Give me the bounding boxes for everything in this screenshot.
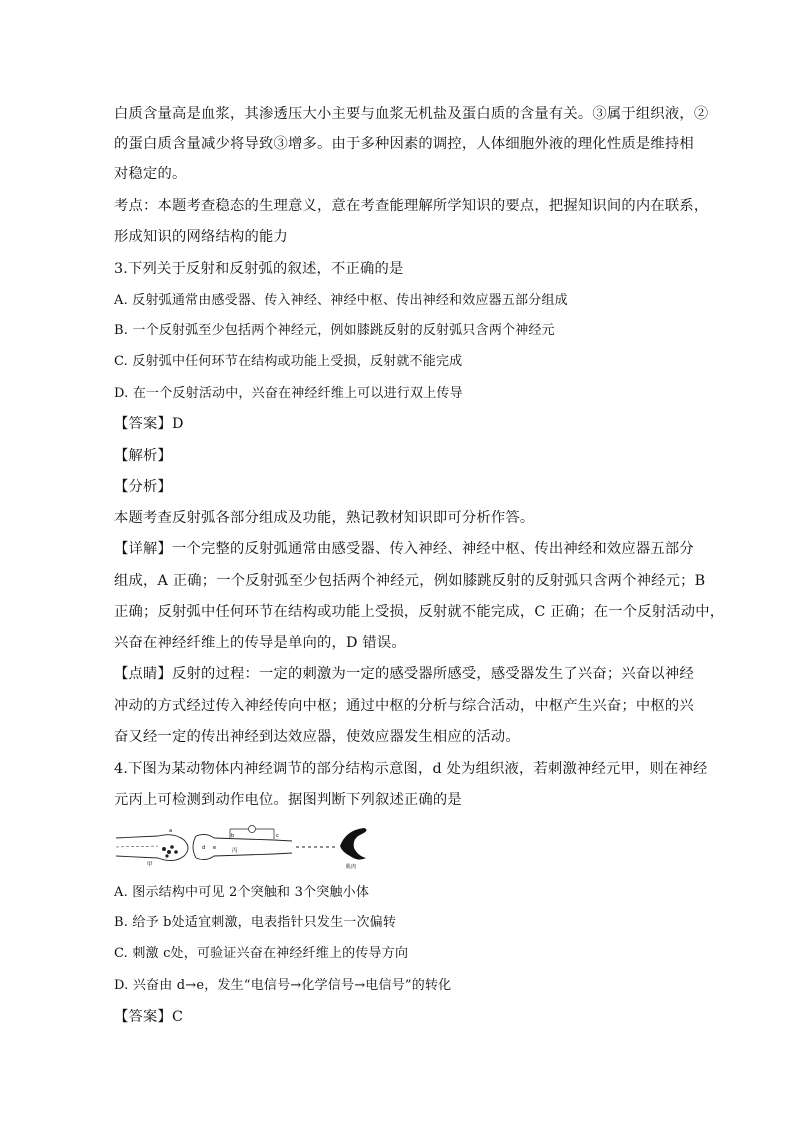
label-a: a xyxy=(169,828,173,834)
postsynaptic-membrane xyxy=(193,836,196,858)
label-b: b xyxy=(231,833,235,839)
neuron-diagram xyxy=(114,824,374,870)
q3-option-a: A. 反射弧通常由感受器、传入神经、神经中枢、传出神经和效应器五部分组成 xyxy=(114,293,568,308)
q3-xiangjie-line: 兴奋在神经纤维上的传导是单向的，D 错误。 xyxy=(114,635,406,651)
label-jia: 甲 xyxy=(147,862,153,868)
label-e: e xyxy=(213,845,217,851)
q3-jiexi-heading: 【解析】 xyxy=(114,448,172,464)
text-line: 的蛋白质含量减少将导致③增多。由于多种因素的调控，人体细胞外液的理化性质是维持相 xyxy=(114,136,694,152)
text-line: 对稳定的。 xyxy=(114,166,187,182)
q3-dianjing-line: 奋又经一定的传出神经到达效应器，使效应器发生相应的活动。 xyxy=(114,729,520,745)
neuron-jia-axon xyxy=(116,835,188,861)
label-muscle: 肌肉 xyxy=(346,864,357,870)
text-line: 考点：本题考查稳态的生理意义，意在考查能理解所学知识的要点，把握知识间的内在联系， xyxy=(114,198,709,214)
muscle-icon xyxy=(340,828,367,860)
label-bing: 丙 xyxy=(232,848,238,854)
question-3-stem: 3.下列关于反射和反射弧的叙述，不正确的是 xyxy=(114,261,404,277)
q3-option-b: B. 一个反射弧至少包括两个神经元，例如膝跳反射的反射弧只含两个神经元 xyxy=(114,323,555,338)
galvanometer-icon xyxy=(249,826,256,833)
text-line: 形成知识的网络结构的能力 xyxy=(114,229,288,245)
q3-answer: 【答案】D xyxy=(114,416,184,432)
q4-answer: 【答案】C xyxy=(114,1009,184,1025)
q4-option-c: C. 刺激 c处，可验证兴奋在神经纤维上的传导方向 xyxy=(114,946,409,961)
q3-xiangjie-line: 正确；反射弧中任何环节在结构或功能上受损，反射就不能完成，C 正确；在一个反射活动中， xyxy=(114,604,725,620)
q3-option-c: C. 反射弧中任何环节在结构或功能上受损，反射就不能完成 xyxy=(114,354,463,369)
label-d: d xyxy=(202,845,206,851)
q4-option-b: B. 给予 b处适宜刺激，电表指针只发生一次偏转 xyxy=(114,915,397,930)
q3-fenxi-heading: 【分析】 xyxy=(114,479,172,495)
q3-xiangjie-line: 组成，A 正确；一个反射弧至少包括两个神经元，例如膝跳反射的反射弧只含两个神经元；B xyxy=(114,573,706,589)
q4-option-d: D. 兴奋由 d→e，发生“电信号→化学信号→电信号”的转化 xyxy=(114,978,452,993)
q3-fenxi-text: 本题考查反射弧各部分组成及功能，熟记教材知识即可分析作答。 xyxy=(114,510,535,526)
q3-xiangjie-line: 【详解】一个完整的反射弧通常由感受器、传入神经、神经中枢、传出神经和效应器五部分 xyxy=(114,541,694,557)
vesicle xyxy=(167,850,171,854)
q3-dianjing-line: 【点睛】反射的过程：一定的刺激为一定的感受器所感受，感受器发生了兴奋；兴奋以神经 xyxy=(114,666,694,682)
vesicle xyxy=(174,850,178,854)
vesicle xyxy=(170,845,174,849)
q4-option-a: A. 图示结构中可见 2个突触和 3个突触小体 xyxy=(114,885,370,900)
q3-dianjing-line: 冲动的方式经过传入神经传向中枢；通过中枢的分析与综合活动，中枢产生兴奋；中枢的兴 xyxy=(114,698,694,714)
label-c: c xyxy=(276,833,279,839)
neuron-bing-lower xyxy=(196,854,274,860)
vesicle xyxy=(162,847,166,851)
vesicle xyxy=(165,854,168,857)
neuron-bing-upper xyxy=(196,834,274,840)
text-line: 白质含量高是血浆，其渗透压大小主要与血浆无机盐及蛋白质的含量有关。③属于组织液，② xyxy=(114,106,709,122)
question-4-stem: 4.下图为某动物体内神经调节的部分结构示意图，d 处为组织液，若刺激神经元甲，则在神经 xyxy=(114,761,708,777)
question-4-stem: 元丙上可检测到动作电位。据图判断下列叙述正确的是 xyxy=(114,792,462,808)
q3-option-d: D. 在一个反射活动中，兴奋在神经纤维上可以进行双上传导 xyxy=(114,386,463,401)
neuron-jia-core xyxy=(116,846,158,847)
